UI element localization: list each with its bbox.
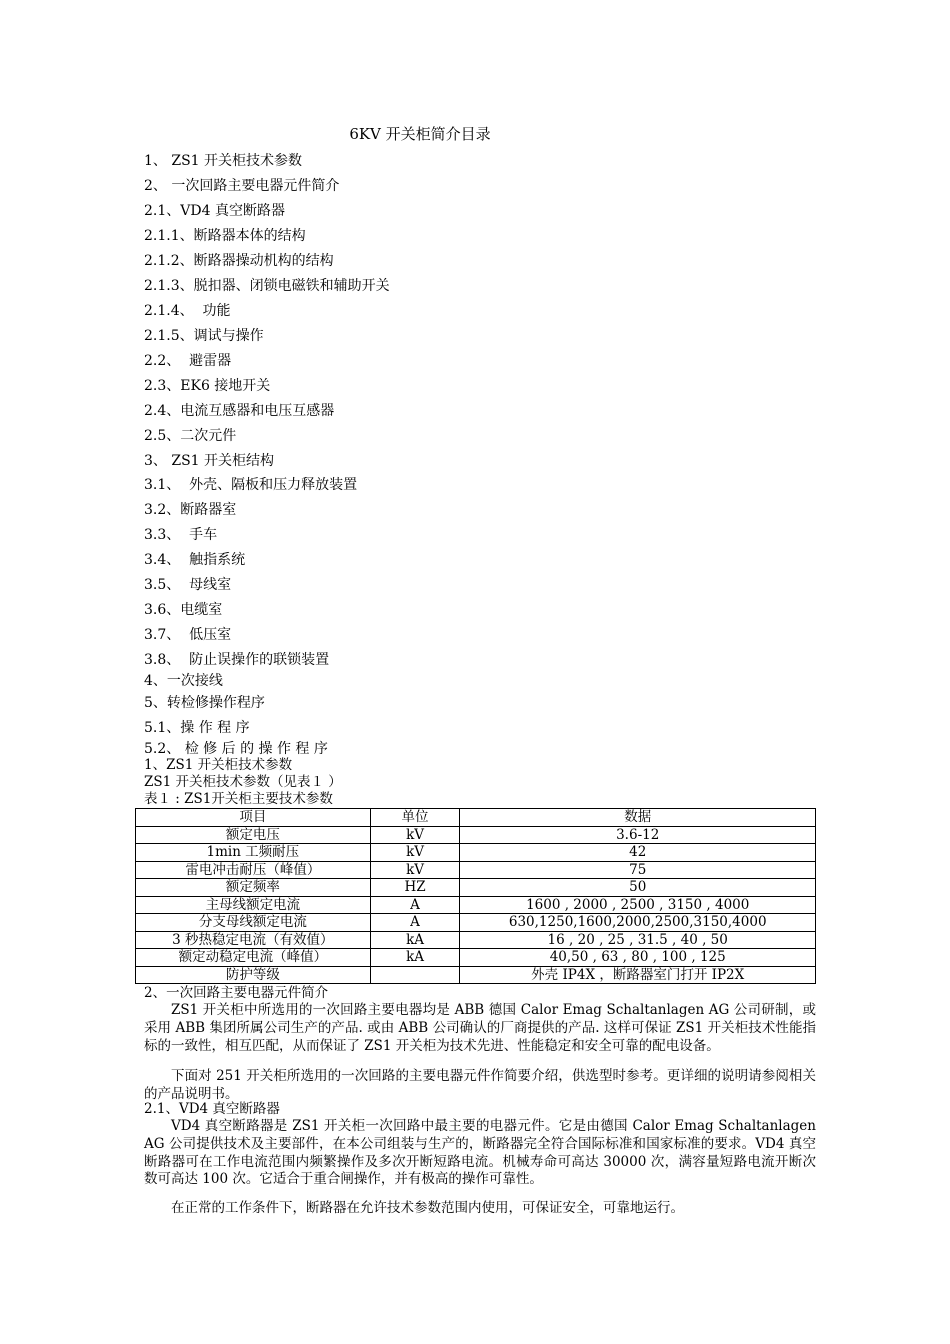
toc-item: 3.8、 防止误操作的联锁装置 bbox=[144, 652, 330, 668]
section-heading: 2.1、VD4 真空断路器 bbox=[144, 1101, 280, 1117]
toc-item: 3.6、电缆室 bbox=[144, 602, 223, 618]
toc-item: 3、 ZS1 开关柜结构 bbox=[144, 453, 275, 469]
toc-item: 2.1.4、 功能 bbox=[144, 303, 231, 319]
table-row bbox=[136, 931, 816, 949]
toc-item: 5、转检修操作程序 bbox=[144, 695, 265, 711]
table-cell: 40,50 , 63 , 80 , 100 , 125 bbox=[460, 949, 816, 967]
table-cell: 额定电压 bbox=[136, 826, 371, 844]
table-cell: kV bbox=[370, 861, 460, 879]
table-row bbox=[136, 949, 816, 967]
toc-item: 3.3、 手车 bbox=[144, 527, 218, 543]
table-row bbox=[136, 966, 816, 984]
table-cell bbox=[370, 966, 460, 984]
toc-item: 3.5、 母线室 bbox=[144, 577, 232, 593]
toc-item: 3.2、断路器室 bbox=[144, 502, 237, 518]
table-cell: 防护等级 bbox=[136, 966, 371, 984]
table-row bbox=[136, 879, 816, 897]
toc-item: 5.2、 检 修 后 的 操 作 程 序 bbox=[144, 741, 328, 757]
toc-item: 3.4、 触指系统 bbox=[144, 552, 246, 568]
table-header-cell: 数据 bbox=[460, 809, 816, 827]
toc-item: 2.4、电流互感器和电压互感器 bbox=[144, 403, 335, 419]
table-cell: 外壳 IP4X ，断路器室门打开 IP2X bbox=[460, 966, 816, 984]
toc-item: 5.1、操 作 程 序 bbox=[144, 720, 250, 736]
spec-table bbox=[135, 808, 816, 984]
table-row bbox=[136, 844, 816, 862]
toc-item: 3.7、 低压室 bbox=[144, 627, 232, 643]
toc-item: 2.1.2、断路器操动机构的结构 bbox=[144, 253, 334, 269]
table-cell: kA bbox=[370, 949, 460, 967]
table-cell: kA bbox=[370, 931, 460, 949]
paragraph: 在正常的工作条件下，断路器在允许技术参数范围内使用，可保证安全，可靠地运行。 bbox=[171, 1200, 684, 1216]
table-cell: 50 bbox=[460, 879, 816, 897]
table-cell: A bbox=[370, 914, 460, 932]
toc-item: 2.3、EK6 接地开关 bbox=[144, 378, 271, 394]
table-row bbox=[136, 826, 816, 844]
table-caption: 表１ : ZS1开关柜主要技术参数 bbox=[144, 791, 333, 807]
toc-item: 2.5、二次元件 bbox=[144, 428, 237, 444]
toc-item: 2.1、VD4 真空断路器 bbox=[144, 203, 285, 219]
toc-item: 4、一次接线 bbox=[144, 673, 223, 689]
table-cell: 75 bbox=[460, 861, 816, 879]
toc-item: 2.2、 避雷器 bbox=[144, 353, 232, 369]
table-cell: 3.6-12 bbox=[460, 826, 816, 844]
section-intro: ZS1 开关柜技术参数（见表１ ） bbox=[144, 774, 342, 790]
toc-item: 3.1、 外壳、隔板和压力释放装置 bbox=[144, 477, 358, 493]
section-heading: 1、ZS1 开关柜技术参数 bbox=[144, 757, 293, 773]
toc-item: 2、 一次回路主要电器元件简介 bbox=[144, 178, 340, 194]
paragraph: 下面对 251 开关柜所选用的一次回路的主要电器元件作简要介绍，供选型时参考。更详细的说明请参阅相关的产品说明书。 bbox=[144, 1068, 816, 1102]
table-cell: 630,1250,1600,2000,2500,3150,4000 bbox=[460, 914, 816, 932]
table-cell: HZ bbox=[370, 879, 460, 897]
table-header-cell: 项目 bbox=[136, 809, 371, 827]
table-cell: 分支母线额定电流 bbox=[136, 914, 371, 932]
table-cell: 16 , 20 , 25 , 31.5 , 40 , 50 bbox=[460, 931, 816, 949]
table-cell: 额定频率 bbox=[136, 879, 371, 897]
table-header-cell: 单位 bbox=[370, 809, 460, 827]
table-cell: 1600 , 2000 , 2500 , 3150 , 4000 bbox=[460, 896, 816, 914]
table-row bbox=[136, 896, 816, 914]
table-cell: 额定动稳定电流（峰值） bbox=[136, 949, 371, 967]
table-cell: 主母线额定电流 bbox=[136, 896, 371, 914]
toc-item: 2.1.5、调试与操作 bbox=[144, 328, 264, 344]
paragraph: VD4 真空断路器是 ZS1 开关柜一次回路中最主要的电器元件。它是由德国 Calor Emag Schaltanlagen AG 公司提供技术及主要部件，在本公司组装与生产的，断路器完全符合国际标准和国家标准的要求。VD4 真空断路器可在工作电流范围内频繁操作及多次开断短路电流。机械寿命可高达 30000 次，满容量短路电流开断次数可高达 100 次。它适合于重合闸操作，并有极高的操作可靠性。 bbox=[144, 1118, 816, 1188]
table-cell: kV bbox=[370, 844, 460, 862]
table-row bbox=[136, 861, 816, 879]
toc-item: 2.1.3、脱扣器、闭锁电磁铁和辅助开关 bbox=[144, 278, 390, 294]
table-header-row bbox=[136, 809, 816, 827]
table-cell: kV bbox=[370, 826, 460, 844]
toc-item: 1、 ZS1 开关柜技术参数 bbox=[144, 153, 303, 169]
toc-item: 2.1.1、断路器本体的结构 bbox=[144, 228, 306, 244]
table-cell: 42 bbox=[460, 844, 816, 862]
table-cell: 雷电冲击耐压（峰值） bbox=[136, 861, 371, 879]
table-cell: 3 秒热稳定电流（有效值） bbox=[136, 931, 371, 949]
table-cell: 1min 工频耐压 bbox=[136, 844, 371, 862]
table-row bbox=[136, 914, 816, 932]
document-title: 6KV 开关柜简介目录 bbox=[349, 125, 491, 143]
section-heading: 2、一次回路主要电器元件简介 bbox=[144, 985, 329, 1001]
paragraph: ZS1 开关柜中所选用的一次回路主要电器均是 ABB 德国 Calor Emag Schaltanlagen AG 公司研制，或采用 ABB 集团所属公司生产的产品. 或由 ABB 公司确认的厂商提供的产品. 这样可保证 ZS1 开关柜技术性能指标的一致性，相互匹配，从而保证了 ZS1 开关柜为技术先进、性能稳定和安全可靠的配电设备。 bbox=[144, 1002, 816, 1054]
table-cell: A bbox=[370, 896, 460, 914]
